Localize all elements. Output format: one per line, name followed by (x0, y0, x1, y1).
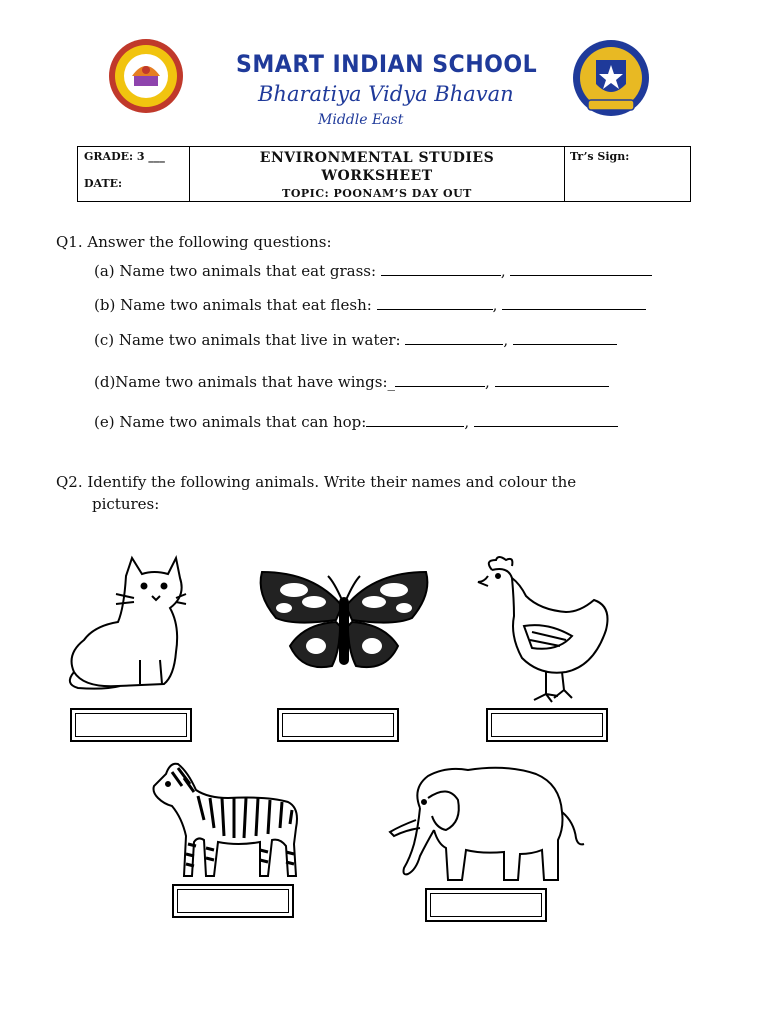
q2-heading-cont: pictures: (92, 495, 160, 513)
answer-blank[interactable] (395, 372, 485, 387)
q1-item-a-text: (a) Name two animals that eat grass: (94, 262, 377, 280)
answer-box-elephant[interactable] (425, 888, 547, 922)
right-school-crest (570, 38, 652, 120)
q1-item-b (94, 295, 646, 314)
q1-item-e (94, 412, 618, 431)
answer-blank[interactable] (381, 261, 501, 276)
subject-title: ENVIRONMENTAL STUDIES (259, 150, 495, 166)
q1-item-c (94, 330, 617, 349)
separator: , (485, 373, 490, 391)
q1-item-d (94, 372, 609, 391)
worksheet-info-table (77, 146, 691, 202)
date-label: DATE: (84, 177, 123, 190)
answer-box-cat[interactable] (70, 708, 192, 742)
answer-blank[interactable] (405, 330, 503, 345)
answer-blank[interactable] (510, 261, 652, 276)
topic-label: TOPIC: POONAM’S DAY OUT (282, 187, 472, 200)
grade-date-cell (78, 147, 190, 201)
elephant-illustration (386, 758, 586, 888)
answer-blank[interactable] (366, 412, 464, 427)
zebra-illustration (148, 758, 302, 880)
separator: , (492, 296, 498, 314)
answer-box-zebra[interactable] (172, 884, 294, 918)
answer-blank[interactable] (513, 330, 617, 345)
q1-item-e-text: (e) Name two animals that can hop: (94, 413, 367, 431)
answer-blank[interactable] (474, 412, 618, 427)
worksheet-title: WORKSHEET (321, 168, 433, 184)
q2-heading: Q2. Identify the following animals. Write their names and colour the (56, 473, 577, 491)
butterfly-illustration (254, 568, 434, 676)
q1-item-a (94, 261, 652, 280)
answer-blank[interactable] (377, 295, 493, 310)
answer-box-hen[interactable] (486, 708, 608, 742)
q1-item-b-text: (b) Name two animals that eat flesh: (94, 296, 372, 314)
separator: , (464, 413, 470, 431)
hen-illustration (474, 556, 614, 708)
q1-item-c-text: (c) Name two animals that live in water: (94, 331, 401, 349)
school-subtitle: Bharatiya Vidya Bhavan (258, 82, 514, 106)
answer-blank[interactable] (502, 295, 646, 310)
answer-blank[interactable] (495, 372, 609, 387)
teacher-sign-cell (565, 147, 690, 201)
school-name: SMART INDIAN SCHOOL (236, 50, 538, 78)
left-school-emblem (108, 38, 184, 114)
teacher-sign-label: Tr’s Sign: (570, 150, 630, 163)
grade-label: GRADE: 3 ___ (84, 150, 165, 163)
q1-heading: Q1. Answer the following questions: (56, 233, 332, 251)
separator: , (503, 331, 509, 349)
answer-box-butterfly[interactable] (277, 708, 399, 742)
school-branch: Middle East (318, 112, 404, 128)
cat-illustration (64, 556, 186, 694)
separator: , (500, 262, 506, 280)
subject-cell (190, 147, 565, 201)
q1-item-d-text: (d)Name two animals that have wings:_ (94, 373, 396, 391)
